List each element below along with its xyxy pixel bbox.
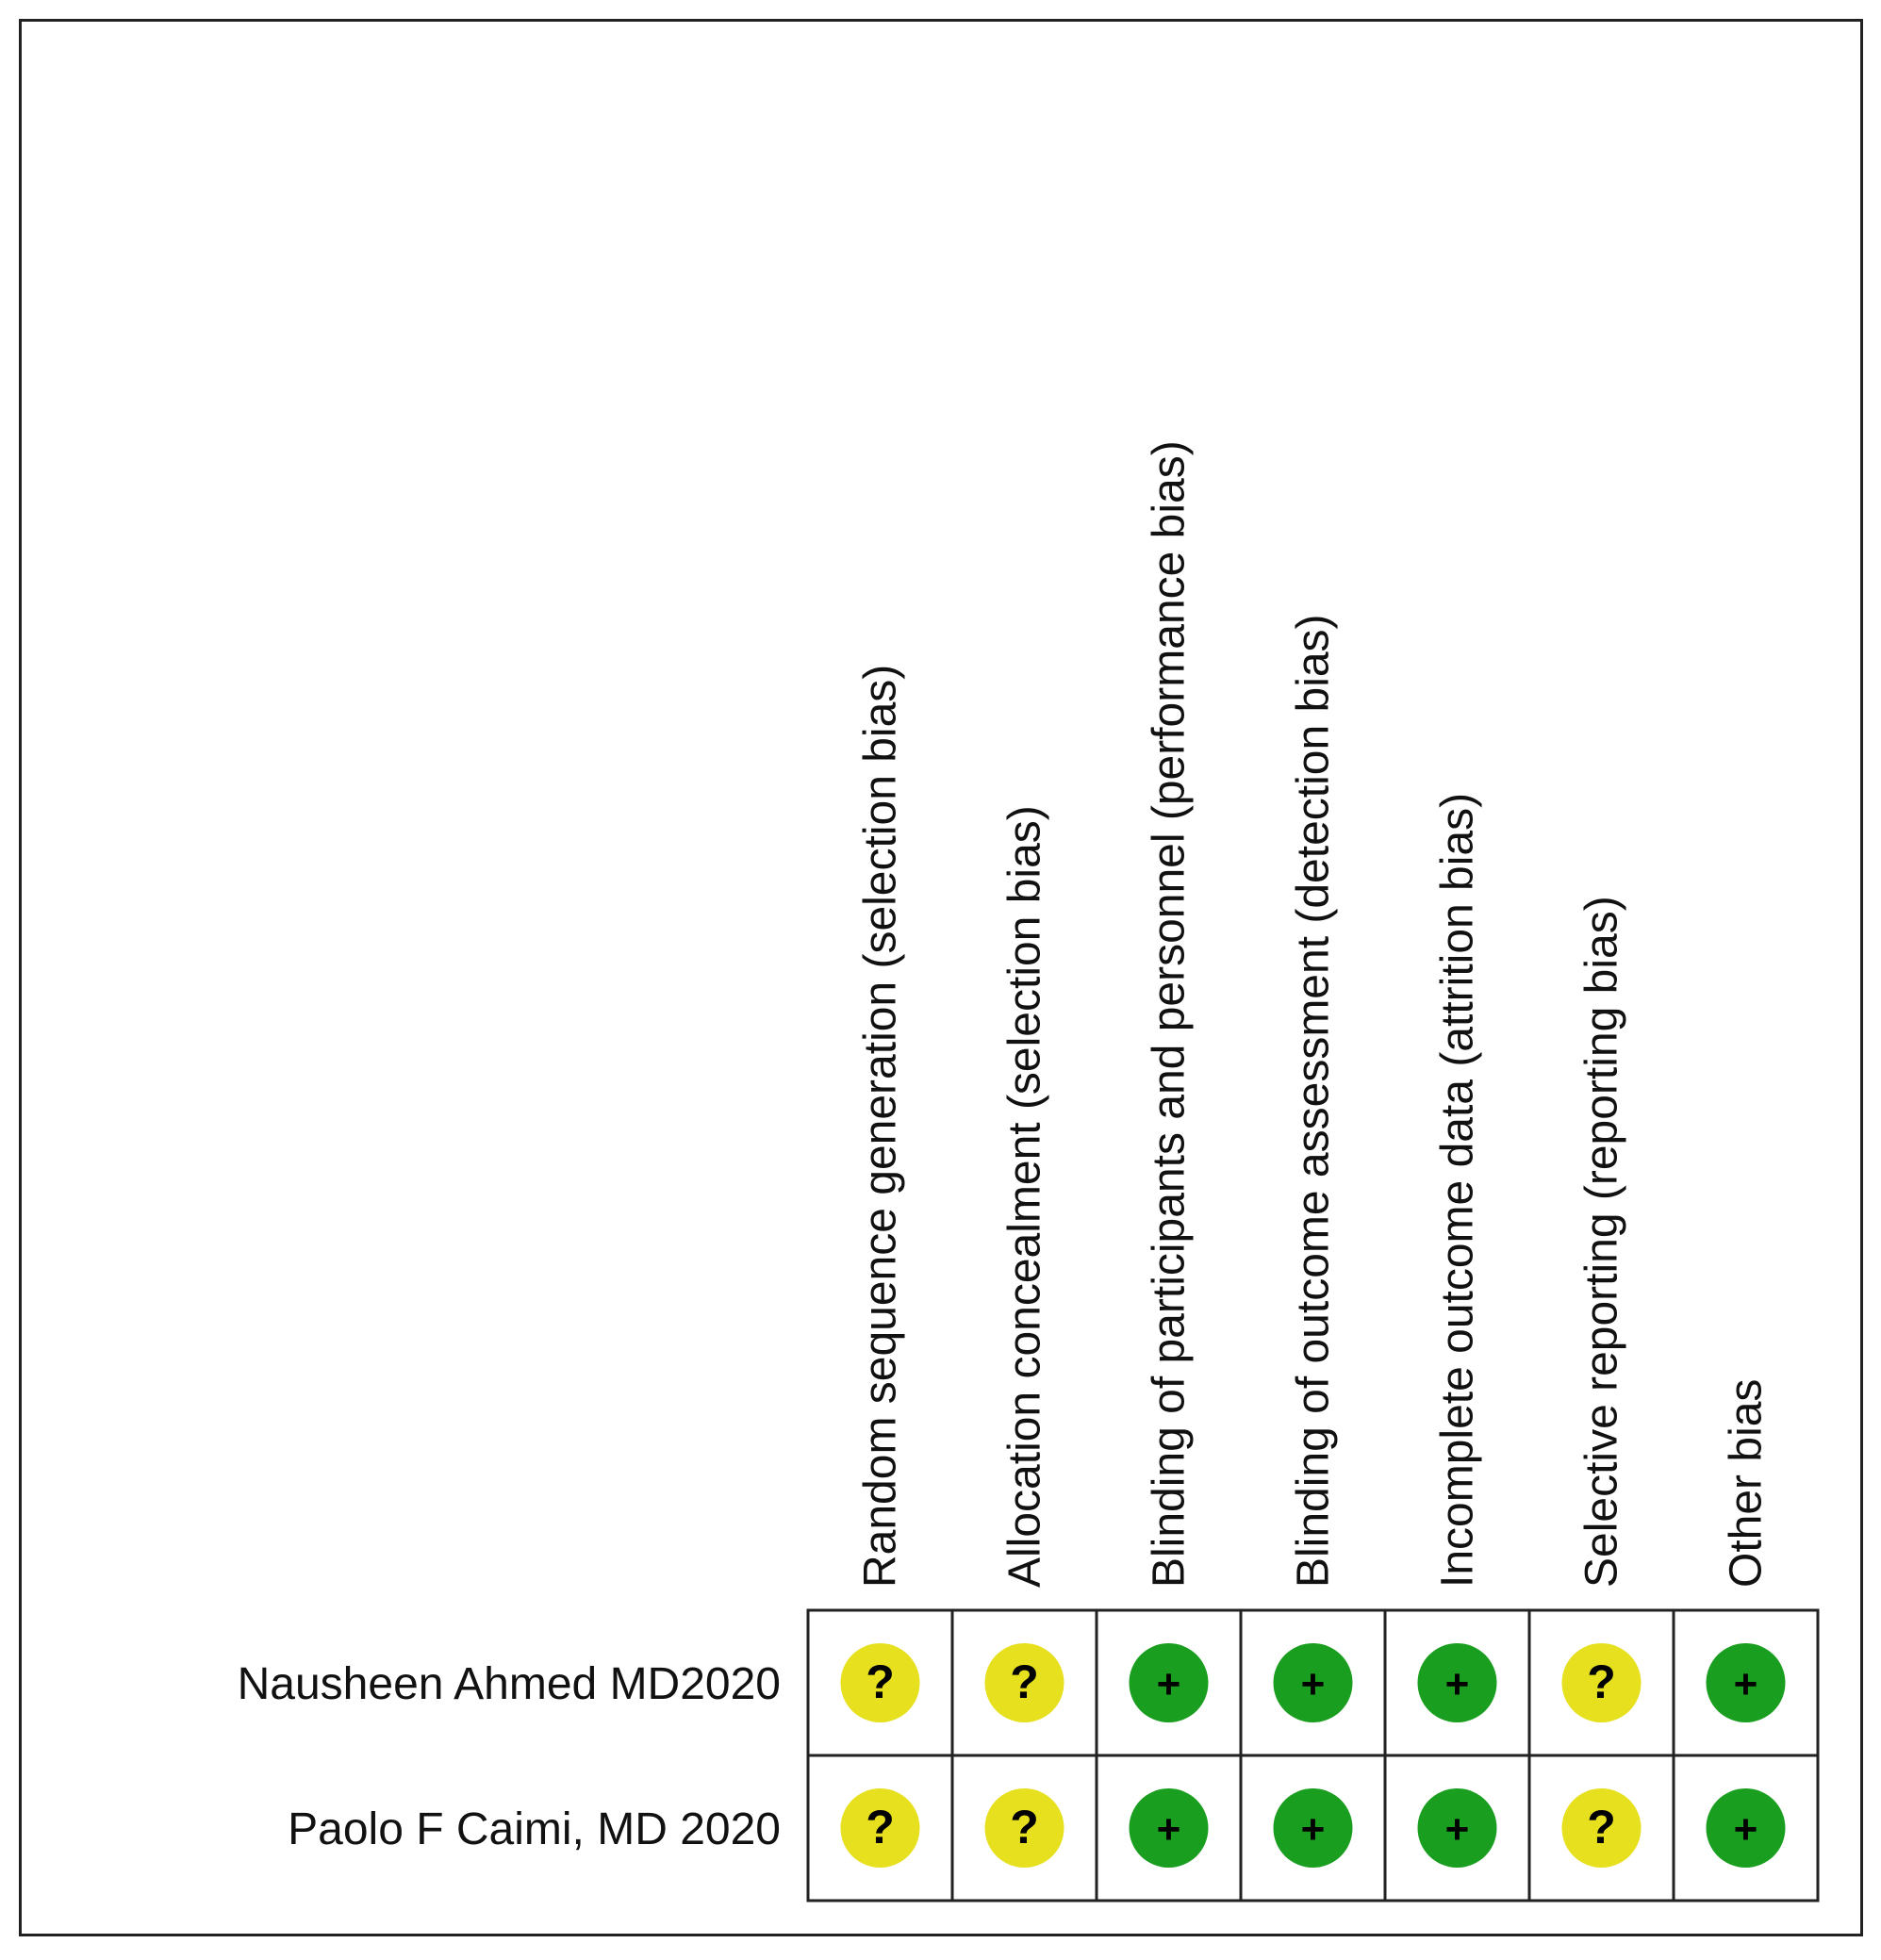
domain-label: Random sequence generation (selection bias) [855,664,906,1588]
study-label: Paolo F Caimi, MD 2020 [288,1804,781,1854]
domain-label: Other bias [1721,1378,1772,1588]
low-judgement-glyph: + [1156,1806,1181,1853]
unclear-judgement-glyph: ? [1587,1801,1616,1853]
domain-label: Blinding of outcome assessment (detection bias) [1288,614,1339,1588]
low-judgement-glyph: + [1733,1661,1758,1707]
unclear-judgement-glyph: ? [1010,1655,1039,1708]
low-judgement-glyph: + [1300,1806,1326,1853]
domain-label: Incomplete outcome data (attrition bias) [1432,792,1483,1588]
low-judgement-glyph: + [1300,1661,1326,1707]
domain-label: Selective reporting (reporting bias) [1576,896,1627,1588]
domain-label: Blinding of participants and personnel (performance bias) [1144,440,1195,1588]
study-label: Nausheen Ahmed MD2020 [237,1659,781,1709]
unclear-judgement-glyph: ? [866,1655,895,1708]
low-judgement-glyph: + [1444,1806,1470,1853]
low-judgement-glyph: + [1156,1661,1181,1707]
unclear-judgement-glyph: ? [1587,1655,1616,1708]
domain-label: Allocation concealment (selection bias) [999,805,1050,1588]
low-judgement-glyph: + [1444,1661,1470,1707]
unclear-judgement-glyph: ? [1010,1801,1039,1853]
low-judgement-glyph: + [1733,1806,1758,1853]
unclear-judgement-glyph: ? [866,1801,895,1853]
